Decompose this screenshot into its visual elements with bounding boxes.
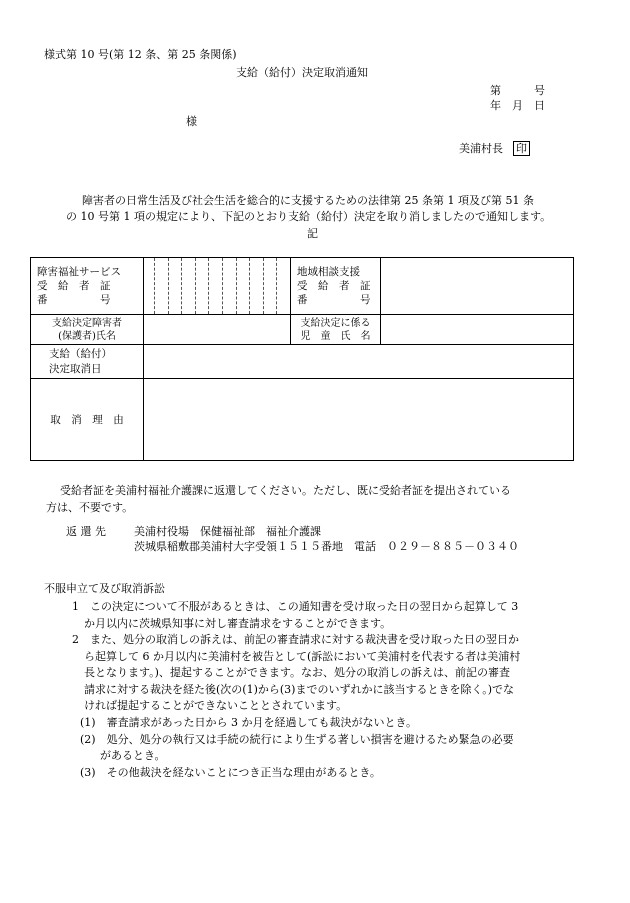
appeal-line: 請求に対する裁決を経た後(次の(1)から(3)までのいずれかに該当するときを除く。)でな xyxy=(84,682,515,696)
appeal-subitem-1: (1) 審査請求があった日から 3 か月を経過しても裁決がないとき。 xyxy=(80,716,418,729)
issuer-name: 美浦村長 xyxy=(459,142,503,155)
label-line: 受 給 者 証 xyxy=(37,280,111,292)
recipient-name-field[interactable] xyxy=(144,315,291,345)
intro-paragraph xyxy=(66,193,596,225)
appeal-line: か月以内に茨城県知事に対し審査請求をすることができます。 xyxy=(84,616,392,630)
appeal-subitem-3: (3) その他裁決を経ないことにつき正当な理由があるとき。 xyxy=(80,765,381,779)
label-line: 受 給 者 証 xyxy=(297,280,371,292)
label-line: 番 号 xyxy=(297,294,371,306)
seal-mark: 印 xyxy=(513,141,530,156)
child-name-field[interactable] xyxy=(381,315,574,345)
appeal-subitems xyxy=(80,715,610,781)
cancellation-reason-field[interactable] xyxy=(144,379,574,461)
label-line: 支給決定障害者 xyxy=(52,317,122,329)
consultation-number-field[interactable] xyxy=(381,258,574,315)
label-line: 支給決定に係る xyxy=(300,317,371,329)
label-line: 決定取消日 xyxy=(49,362,102,375)
return-destination-address: 茨城県稲敷郡美浦村大字受領１５１５番地 電話 ０２９－８８５－０３４０ xyxy=(134,540,519,553)
ki-label: 記 xyxy=(307,227,318,240)
cancellation-reason-label: 取 消 理 由 xyxy=(31,379,144,461)
return-note xyxy=(46,482,606,516)
appeal-item-1 xyxy=(72,599,612,632)
issuer xyxy=(459,141,530,156)
label-line: 番 号 xyxy=(37,294,111,306)
digit-boxes xyxy=(144,258,290,314)
return-note-line: 方は、不要です。 xyxy=(46,501,134,514)
addressee: 様 xyxy=(186,115,197,128)
issue-date: 年 月 日 xyxy=(490,99,545,112)
cancellation-date-label xyxy=(31,345,144,379)
appeal-subitem-2-cont: があるとき。 xyxy=(100,749,166,763)
cancellation-table xyxy=(30,257,574,461)
label-line: 児 童 氏 名 xyxy=(300,330,371,342)
label-line: 障害福祉サービス xyxy=(37,266,121,278)
label-line: (保護者)氏名 xyxy=(58,330,116,342)
cancellation-date-field[interactable] xyxy=(144,345,574,379)
reference-number: 第 号 xyxy=(490,84,545,97)
appeal-line: 長となります。)、提起することができます。なお、処分の取消しの訴えは、前記の審査 xyxy=(84,666,511,680)
appeal-line: ければ提起することができないこととされています。 xyxy=(84,699,348,713)
appeal-line: 1 この決定について不服があるときは、この通知書を受け取った日の翌日から起算して 3 xyxy=(72,600,519,613)
label-line: 地域相談支援 xyxy=(297,266,360,278)
intro-line: 障害者の日常生活及び社会生活を総合的に支援するための法律第 25 条第 1 項及び第 51 条 xyxy=(82,194,534,207)
consultation-number-label xyxy=(291,258,381,315)
recipient-name-label xyxy=(31,315,144,345)
appeal-item-2 xyxy=(72,632,612,715)
appeal-line: 2 また、処分の取消しの訴えは、前記の審査請求に対する裁決書を受け取った日の翌日か xyxy=(72,633,519,646)
intro-line: の 10 号第 1 項の規定により、下記のとおり支給（給付）決定を取り消しましたので通知します。 xyxy=(66,210,552,223)
certificate-number-label xyxy=(31,258,144,315)
child-name-label xyxy=(291,315,381,345)
return-note-line: 受給者証を美浦村福祉介護課に返還してください。ただし、既に受給者証を提出されている xyxy=(60,484,511,497)
form-number: 様式第 10 号(第 12 条、第 25 条関係) xyxy=(44,48,237,61)
appeal-subitem-2: (2) 処分、処分の執行又は手続の続行により生ずる著しい損害を避けるため緊急の必要 xyxy=(80,732,514,746)
return-destination-name: 美浦村役場 保健福祉部 福祉介護課 xyxy=(134,525,321,538)
label-line: 支給（給付） xyxy=(49,347,112,360)
certificate-number-field[interactable] xyxy=(144,258,291,315)
return-destination-label: 返 還 先 xyxy=(66,525,106,538)
document-title: 支給（給付）決定取消通知 xyxy=(236,66,368,79)
appeal-line: ら起算して 6 か月以内に美浦村を被告として(訴訟において美浦村を代表する者は美浦村 xyxy=(84,649,521,663)
appeal-heading: 不服申立て及び取消訴訟 xyxy=(44,582,165,595)
